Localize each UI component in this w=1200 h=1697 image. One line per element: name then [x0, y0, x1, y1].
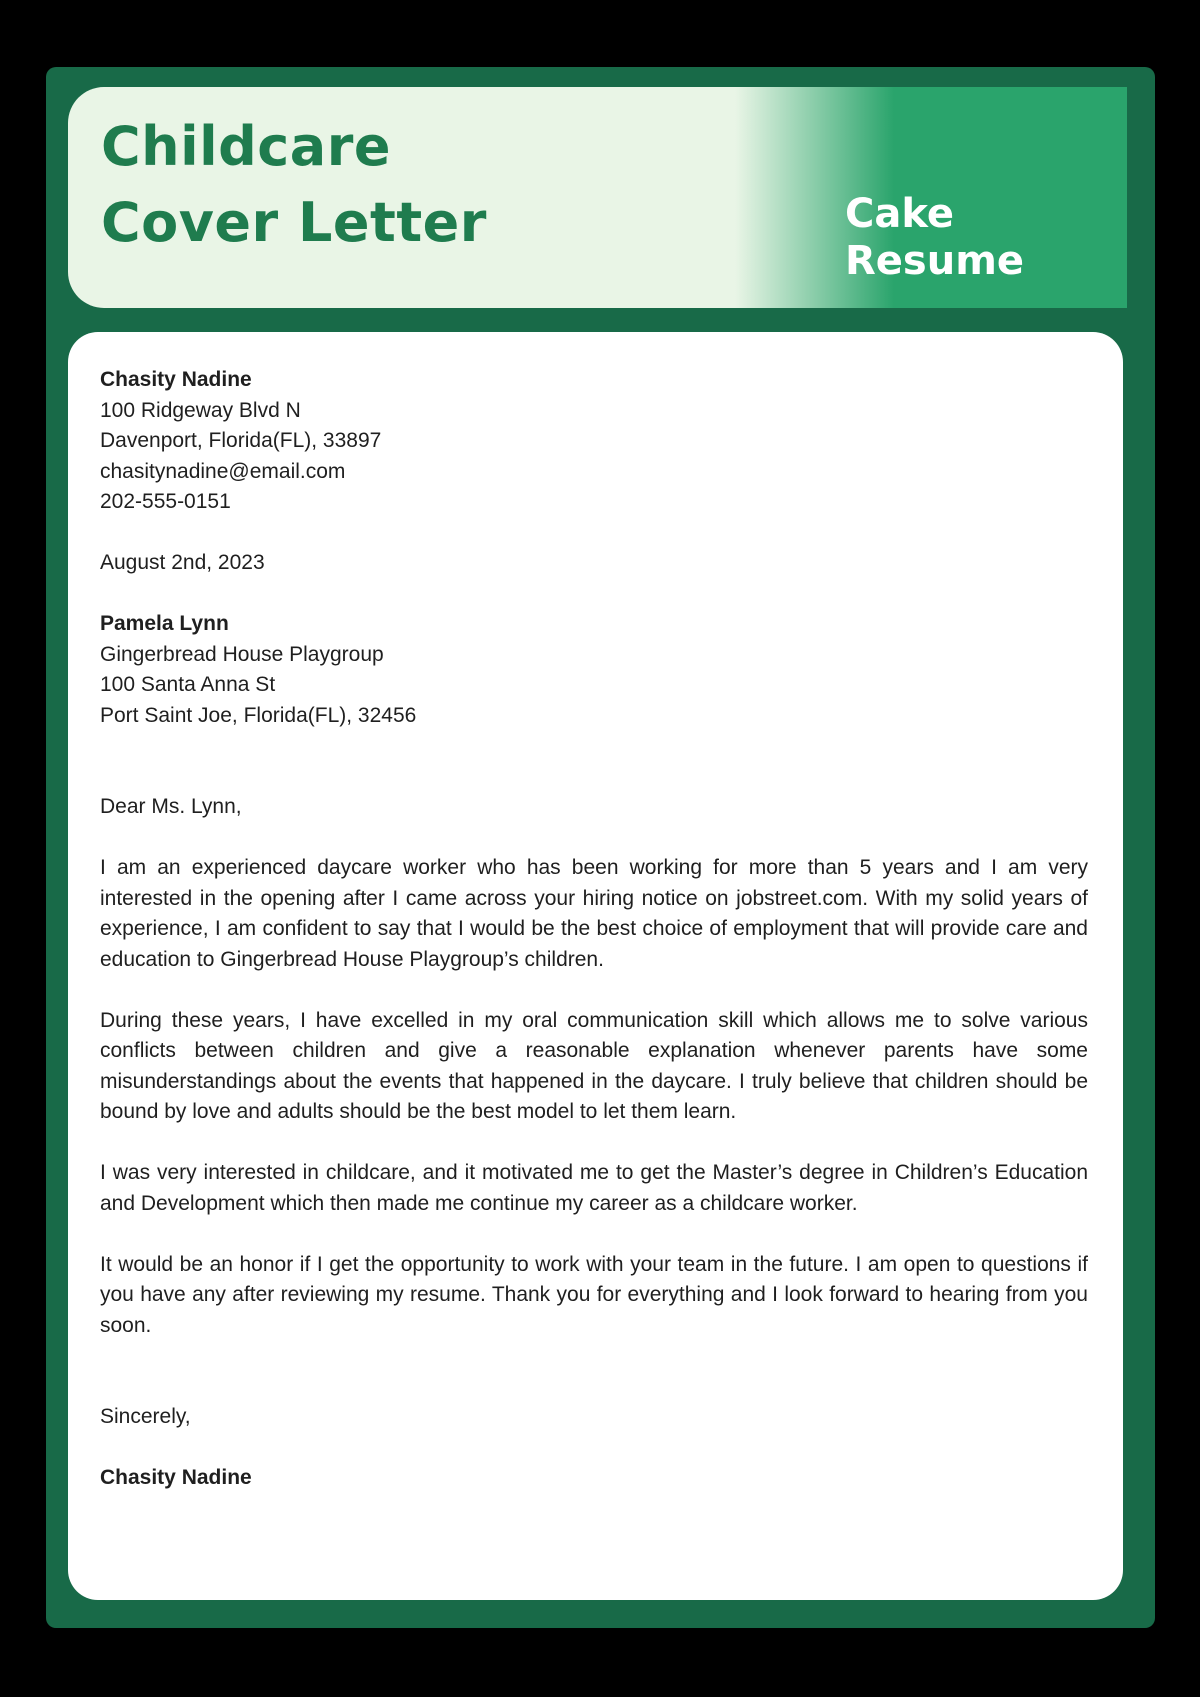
sender-name: Chasity Nadine	[100, 368, 252, 391]
header-banner	[68, 87, 1127, 308]
recipient-organization: Gingerbread House Playgroup	[100, 642, 384, 666]
sender-block	[100, 365, 1088, 518]
page-title	[101, 109, 487, 261]
closing: Sincerely,	[100, 1405, 191, 1428]
sender-phone: 202-555-0151	[100, 490, 231, 513]
letter-date: August 2nd, 2023	[100, 551, 265, 574]
paragraph-2: During these years, I have excelled in my oral communication skill which allows me to solve various conflicts between children and give a reasonable explanation whenever parents have some misunderstandings about the events that happened in the daycare. I truly believe that children should be bound by love and adults should be the best model to let them learn.	[100, 1008, 1088, 1123]
recipient-address-line1: 100 Santa Anna St	[100, 673, 276, 696]
signature-name: Chasity Nadine	[100, 1466, 252, 1489]
green-frame	[46, 67, 1155, 1628]
recipient-block	[100, 609, 1088, 731]
recipient-address-line2: Port Saint Joe, Florida(FL), 32456	[100, 703, 417, 727]
recipient-name: Pamela Lynn	[100, 612, 229, 635]
brand-line2: Resume	[845, 238, 1025, 284]
page-title-line1: Childcare	[101, 115, 391, 178]
sender-address-line2: Davenport, Florida(FL), 33897	[100, 429, 382, 452]
sender-address-line1: 100 Ridgeway Blvd N	[100, 398, 301, 422]
greeting: Dear Ms. Lynn,	[100, 795, 242, 818]
cake-resume-logo	[845, 191, 1024, 285]
paragraph-3: I was very interested in childcare, and it motivated me to get the Master’s degree in Children’s Education and Development which then made me continue my career as a childcare worker.	[100, 1161, 1088, 1215]
page-title-line2: Cover Letter	[101, 191, 487, 254]
paragraph-4: It would be an honor if I get the opportunity to work with your team in the future. I am open to questions if you have any after reviewing my resume. Thank you for everything and I look forward to hearing from you soon.	[100, 1252, 1088, 1337]
sender-email: chasitynadine@email.com	[100, 459, 346, 483]
paragraph-1: I am an experienced daycare worker who has been working for more than 5 years and I am very interested in the opening after I came across your hiring notice on jobstreet.com. With my solid years of experience, I am confident to say that I would be the best choice of employment that will provide care and education to Gingerbread House Playgroup’s children.	[100, 856, 1088, 971]
brand-line1: Cake	[845, 191, 955, 237]
cover-letter-body	[68, 332, 1123, 1600]
